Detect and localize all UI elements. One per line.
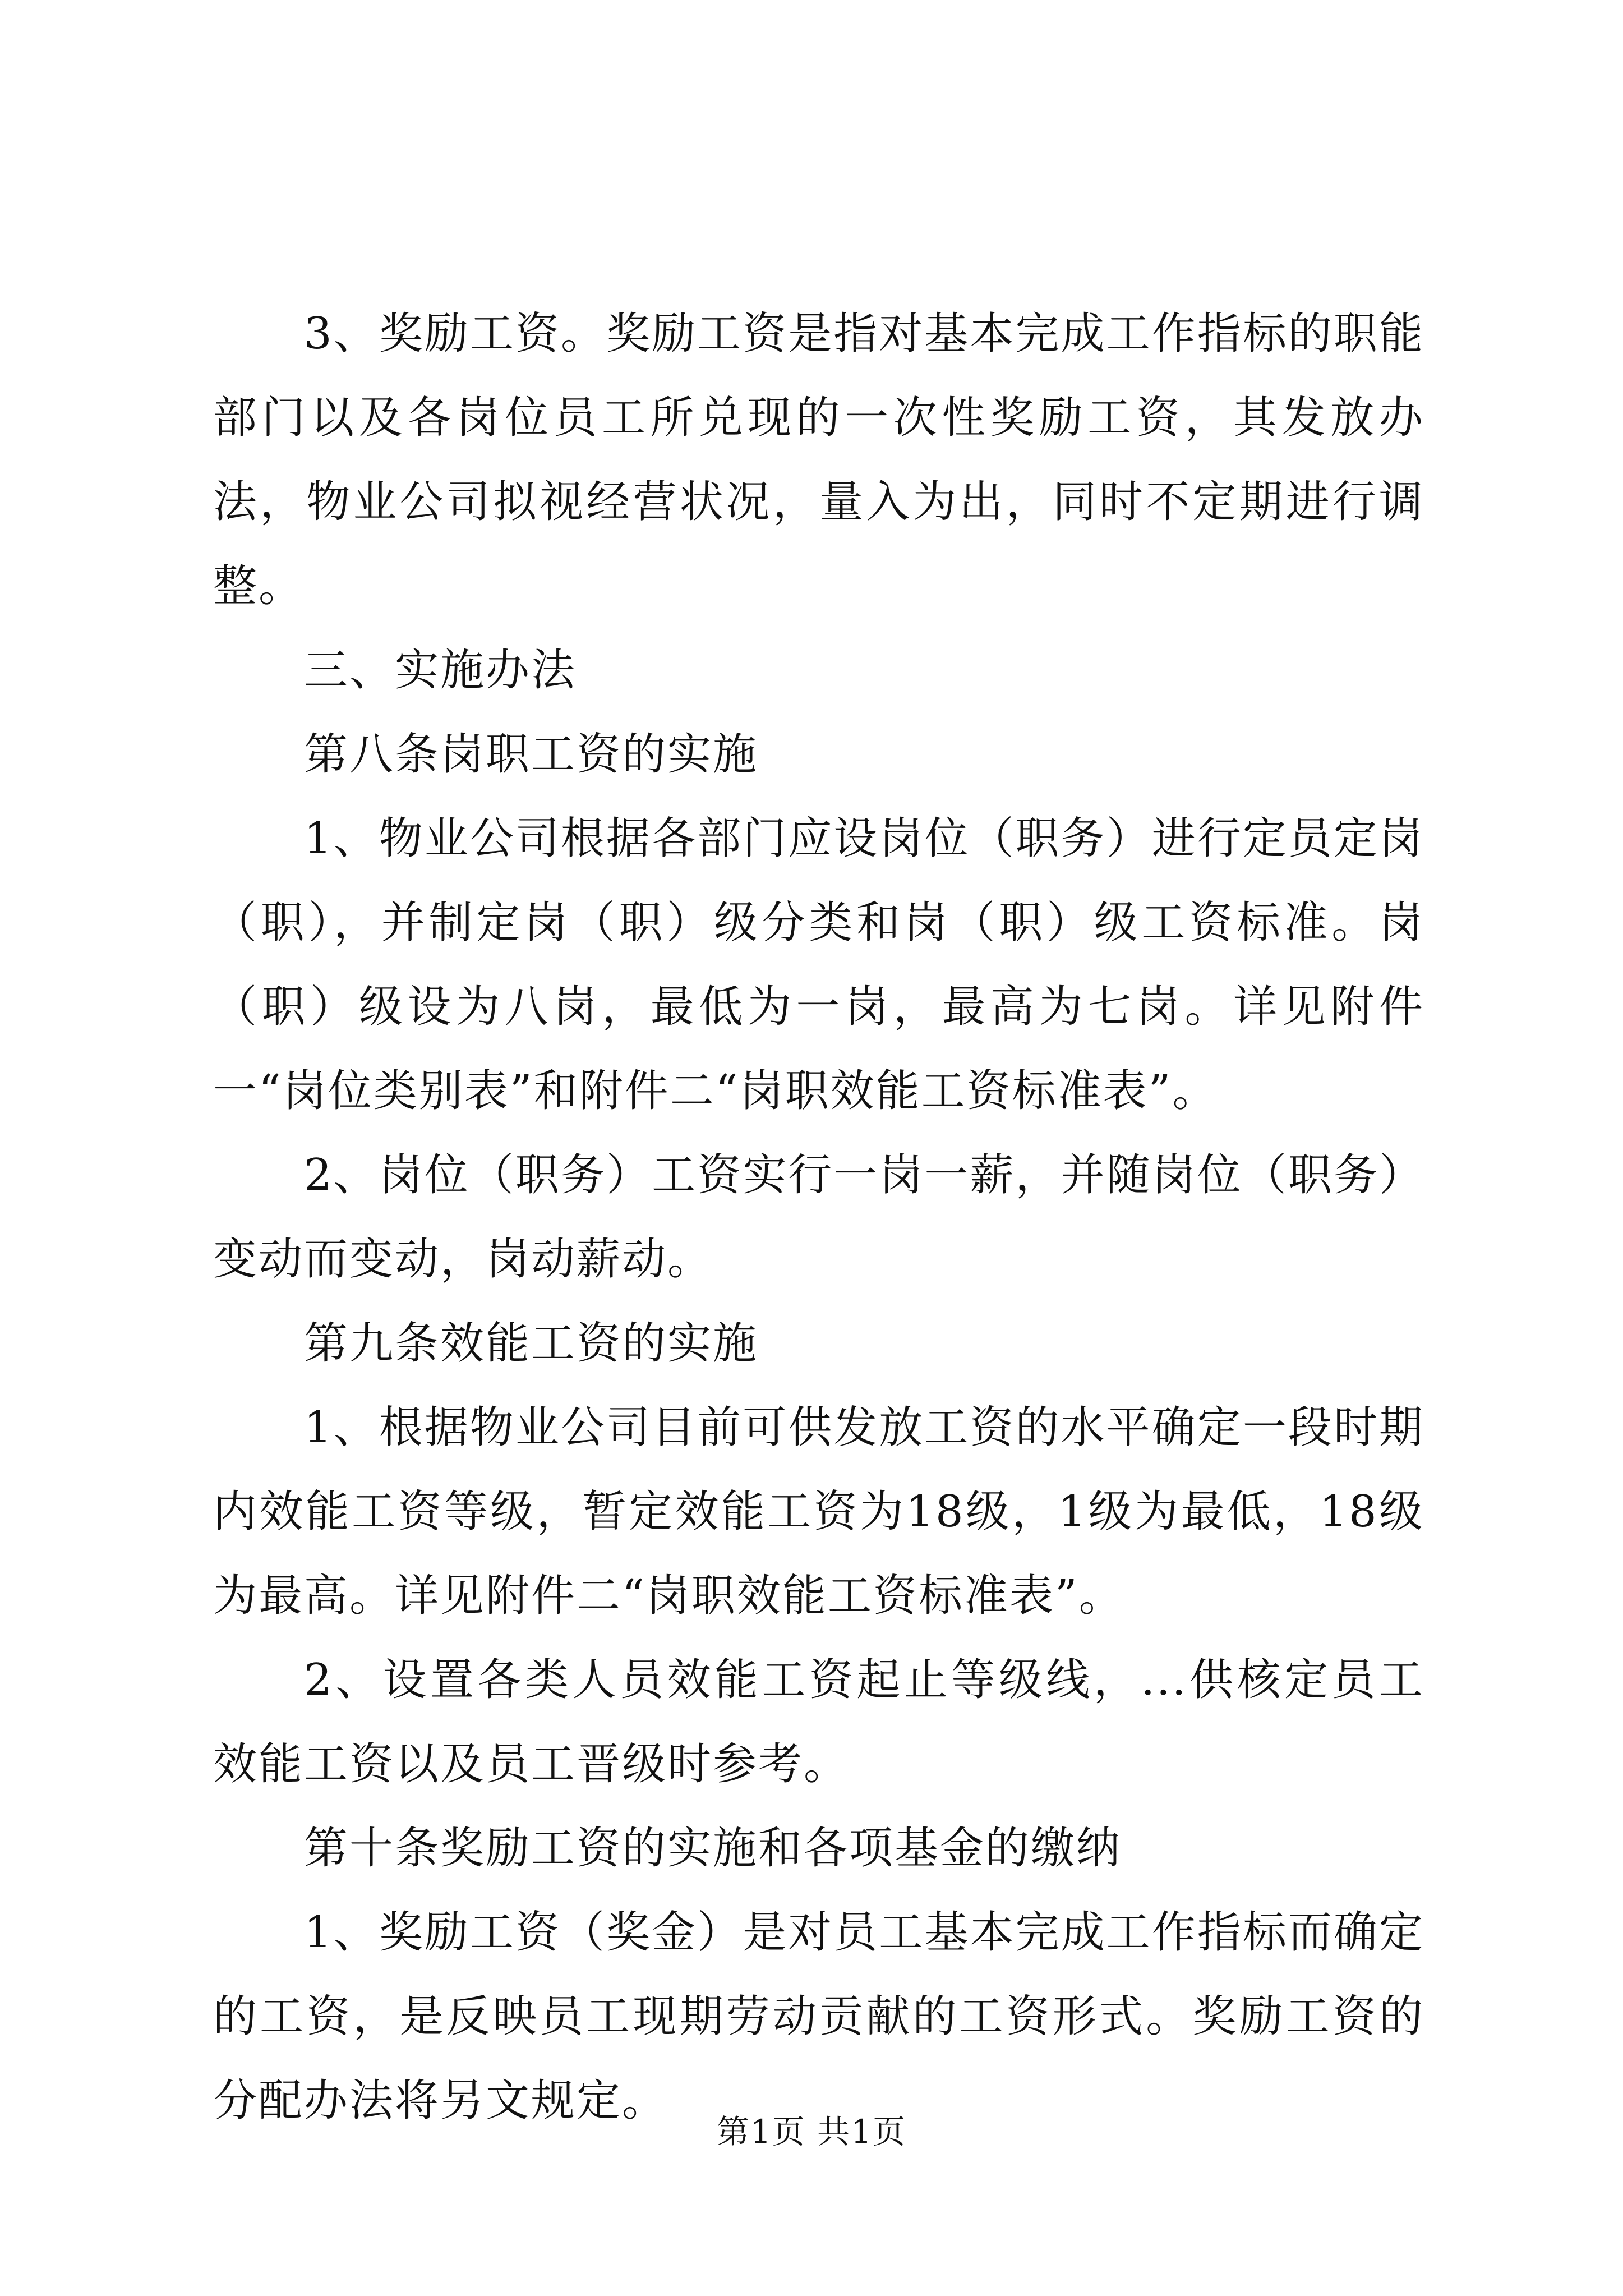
paragraph-article-9-item-2: 2、设置各类人员效能工资起止等级线，...供核定员工效能工资以及员工晋级时参考。 — [213, 1655, 1424, 1789]
article-heading-9: 第九条效能工资的实施 — [304, 1318, 759, 1369]
article-heading-10: 第十条奖励工资的实施和各项基金的缴纳 — [304, 1823, 1122, 1874]
paragraph-article-10-item-1: 1、奖励工资（奖金）是对员工基本完成工作指标而确定的工资，是反映员工现期劳动贡献的工资形式。奖励工资的分配办法将另文规定。 — [213, 1907, 1424, 2126]
document-body — [213, 292, 1424, 2143]
paragraph-article-9-item-1: 1、根据物业公司目前可供发放工资的水平确定一段时期内效能工资等级，暂定效能工资为18级，1级为最低，18级为最高。详见附件二“岗职效能工资标准表”。 — [213, 1402, 1424, 1621]
paragraph-reward-wage: 3、奖励工资。奖励工资是指对基本完成工作指标的职能部门以及各岗位员工所兑现的一次性奖励工资，其发放办法，物业公司拟视经营状况，量入为出，同时不定期进行调整。 — [213, 309, 1424, 611]
article-heading-8: 第八条岗职工资的实施 — [304, 729, 759, 780]
paragraph-article-8-item-1: 1、物业公司根据各部门应设岗位（职务）进行定员定岗（职），并制定岗（职）级分类和岗（职）级工资标准。岗（职）级设为八岗，最低为一岗，最高为七岗。详见附件一“岗位类别表”和附件二“岗职效能工资标准表”。 — [213, 813, 1424, 1116]
section-heading-implementation: 三、实施办法 — [304, 645, 577, 696]
paragraph-article-8-item-2: 2、岗位（职务）工资实行一岗一薪，并随岗位（职务）变动而变动，岗动薪动。 — [213, 1150, 1424, 1285]
page-footer: 第1页 共1页 — [716, 2113, 907, 2151]
